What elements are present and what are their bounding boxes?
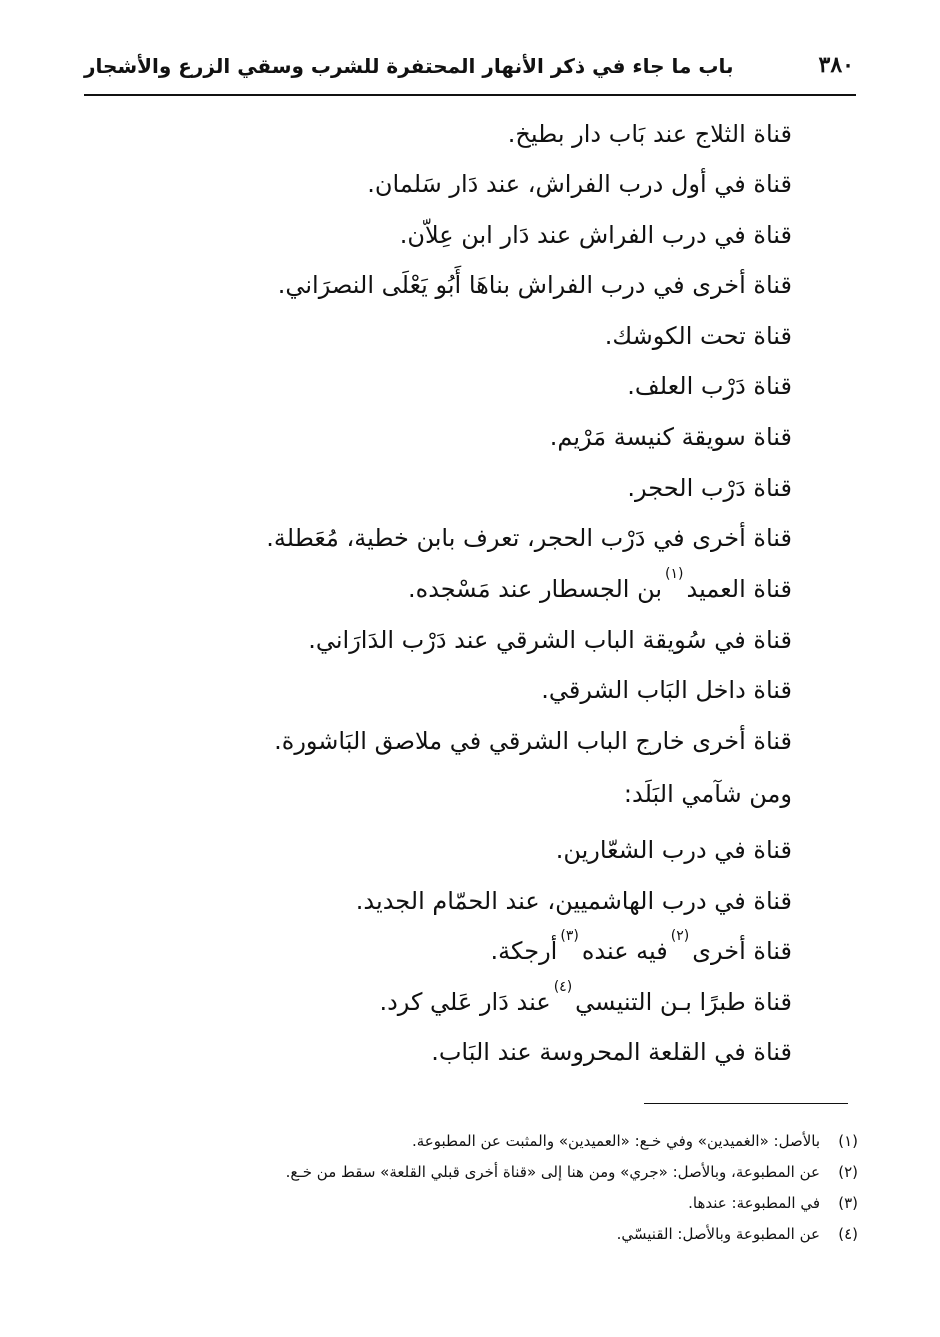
- text-line: قناة طبرًا بـن التنيسي$^{(٤)}$عند دَار عَلي كرد.: [379, 979, 792, 1016]
- text-line: قناة أخرى في درب الفراش بناهَا أَبُو يَعْلَى النصرَاني.: [277, 271, 792, 299]
- text-line: قناة في أول درب الفراش، عند دَار سَلمان.: [367, 170, 792, 198]
- text-line: قناة العميد$^{(١)}$بن الجسطار عند مَسْجده.: [407, 566, 792, 603]
- footnote-marker: (٣): [560, 928, 579, 944]
- footnote-divider: [644, 1103, 848, 1104]
- footnote: (٢)عن المطبوعة، وبالأصل: «جري» ومن هنا إلى «قناة أخرى قبلي القلعة» سقط من خـع.: [285, 1163, 858, 1181]
- header-divider: [84, 94, 856, 96]
- text-line: قناة أخرى في دَرْب الحجر، تعرف بابن خطية، مُعَطلة.: [266, 524, 792, 552]
- footnote-marker: (٤): [553, 979, 573, 995]
- text-line: قناة الثلاج عند بَاب دار بطيخ.: [507, 120, 792, 148]
- footnote-marker: (١): [665, 566, 684, 582]
- page-number: ٣٨٠: [818, 52, 854, 78]
- text-line: قناة أخرى$^{(٢)}$فيه عنده$^{(٣)}$أرجكة.: [490, 928, 792, 965]
- page-header: [84, 52, 854, 90]
- footnote-marker: (٢): [670, 928, 690, 944]
- text-line: قناة سويقة كنيسة مَرْيم.: [549, 423, 792, 451]
- section-heading: ومن شآمي البَلَد:: [623, 780, 792, 808]
- text-line: قناة في درب الشعّارين.: [555, 836, 792, 864]
- text-line: قناة تحت الكوشك.: [604, 322, 792, 350]
- text-line: قناة أخرى خارج الباب الشرقي في ملاصق البَاشورة.: [274, 727, 792, 755]
- text-line: قناة في درب الفراش عند دَار ابن عِلاّن.: [399, 221, 792, 249]
- text-line: قناة في درب الهاشميين، عند الحمّام الجديد.: [355, 887, 792, 915]
- text-line: قناة دَرْب العلف.: [627, 372, 792, 400]
- footnote: (٣)في المطبوعة: عندها.: [688, 1194, 858, 1212]
- footnote: (١)بالأصل: «الغميدين» وفي خـع: «العميدين» والمثبت عن المطبوعة.: [412, 1132, 858, 1150]
- footnote: (٤)عن المطبوعة وبالأصل: القنيسّي.: [616, 1225, 858, 1243]
- running-title: باب ما جاء في ذكر الأنهار المحتفرة للشرب وسقي الزرع والأشجار: [84, 54, 734, 78]
- text-line: قناة دَرْب الحجر.: [627, 474, 792, 502]
- text-line: قناة في القلعة المحروسة عند البَاب.: [431, 1038, 792, 1066]
- text-line: قناة داخل البَاب الشرقي.: [541, 676, 792, 704]
- text-line: قناة في سُويقة الباب الشرقي عند دَرْب الدَارَاني.: [308, 626, 792, 654]
